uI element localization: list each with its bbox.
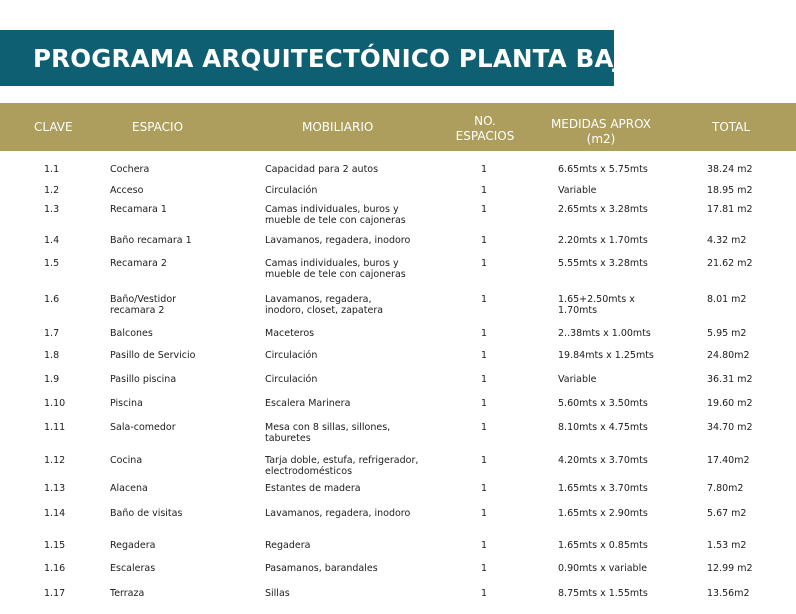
cell-medidas-line: 4.20mts x 3.70mts [558, 455, 648, 466]
cell-mobiliario-line: Maceteros [265, 328, 315, 339]
cell-clave: 1.8 [44, 350, 60, 361]
cell-espacio-line: Regadera [110, 540, 156, 551]
cell-espacio-line: Recamara 1 [110, 204, 167, 215]
cell-espacio-line: Cochera [110, 164, 150, 175]
cell-no-espacios: 1 [481, 350, 488, 361]
cell-medidas [558, 563, 647, 574]
cell-clave: 1.1 [44, 164, 60, 175]
cell-espacio [110, 455, 142, 466]
cell-medidas-line: 1.65mts x 2.90mts [558, 508, 648, 519]
cell-total: 18.95 m2 [707, 185, 753, 196]
cell-total: 17.81 m2 [707, 204, 753, 215]
cell-clave: 1.15 [44, 540, 66, 551]
cell-mobiliario-line: Pasamanos, barandales [265, 563, 378, 574]
cell-no-espacios: 1 [481, 204, 488, 215]
cell-medidas [558, 588, 648, 599]
cell-medidas [558, 258, 648, 269]
cell-espacio [110, 398, 143, 409]
page-title: PROGRAMA ARQUITECTÓNICO PLANTA BAJA [33, 43, 643, 73]
cell-mobiliario [265, 540, 310, 551]
cell-total: 21.62 m2 [707, 258, 753, 269]
cell-no-espacios: 1 [481, 422, 488, 433]
cell-mobiliario-line: Circulación [265, 350, 318, 361]
cell-mobiliario [265, 398, 350, 409]
cell-medidas-line: 5.55mts x 3.28mts [558, 258, 648, 269]
cell-total: 24.80m2 [707, 350, 750, 361]
cell-clave: 1.3 [44, 204, 60, 215]
cell-no-espacios: 1 [481, 483, 488, 494]
cell-clave: 1.17 [44, 588, 66, 599]
cell-total: 17.40m2 [707, 455, 750, 466]
cell-medidas [558, 164, 648, 175]
cell-clave: 1.6 [44, 294, 60, 305]
cell-mobiliario-line: mueble de tele con cajoneras [265, 269, 406, 280]
cell-medidas [558, 374, 596, 385]
cell-medidas-line: Variable [558, 185, 597, 196]
cell-medidas [558, 185, 596, 196]
cell-no-espacios: 1 [481, 588, 488, 599]
header-clave: CLAVE [34, 120, 73, 134]
cell-medidas-line: 1.70mts [558, 305, 598, 316]
cell-clave: 1.7 [44, 328, 60, 339]
cell-mobiliario-line: Camas individuales, buros y [265, 258, 399, 269]
cell-mobiliario-line: taburetes [265, 433, 311, 444]
cell-mobiliario [265, 204, 406, 226]
cell-total: 8.01 m2 [707, 294, 747, 305]
cell-espacio-line: Acceso [110, 185, 144, 196]
cell-total: 5.67 m2 [707, 508, 747, 519]
cell-mobiliario-line: electrodomésticos [265, 466, 353, 477]
cell-medidas-line: 2.20mts x 1.70mts [558, 235, 648, 246]
cell-espacio-line: Escaleras [110, 563, 156, 574]
cell-no-espacios: 1 [481, 164, 488, 175]
header-total: TOTAL [712, 120, 751, 134]
cell-medidas [558, 422, 648, 433]
cell-mobiliario-line: Circulación [265, 185, 318, 196]
cell-espacio-line: Pasillo de Servicio [110, 350, 196, 361]
cell-espacio [110, 588, 144, 599]
cell-total: 5.95 m2 [707, 328, 747, 339]
cell-mobiliario-line: Regadera [265, 540, 311, 551]
cell-clave: 1.4 [44, 235, 60, 246]
cell-mobiliario-line: Capacidad para 2 autos [265, 164, 379, 175]
cell-mobiliario-line: Sillas [265, 588, 290, 599]
cell-no-espacios: 1 [481, 185, 488, 196]
cell-mobiliario-line: Camas individuales, buros y [265, 204, 399, 215]
cell-medidas [558, 204, 648, 215]
cell-espacio [110, 328, 153, 339]
cell-clave: 1.16 [44, 563, 66, 574]
cell-mobiliario [265, 350, 317, 361]
cell-espacio-line: Baño recamara 1 [110, 235, 192, 246]
cell-mobiliario [265, 422, 390, 444]
cell-medidas [558, 483, 648, 494]
cell-total: 7.80m2 [707, 483, 744, 494]
cell-no-espacios: 1 [481, 455, 488, 466]
cell-mobiliario [265, 588, 290, 599]
cell-total: 1.53 m2 [707, 540, 747, 551]
cell-clave: 1.11 [44, 422, 66, 433]
cell-espacio [110, 294, 176, 316]
cell-mobiliario [265, 185, 317, 196]
cell-espacio [110, 422, 176, 433]
cell-espacio-line: Recamara 2 [110, 258, 167, 269]
cell-medidas-line: 1.65mts x 0.85mts [558, 540, 648, 551]
cell-mobiliario [265, 563, 378, 574]
cell-espacio-line: Baño/Vestidor [110, 294, 177, 305]
cell-mobiliario-line: Estantes de madera [265, 483, 361, 494]
cell-no-espacios: 1 [481, 374, 488, 385]
cell-espacio [110, 563, 155, 574]
cell-medidas-line: Variable [558, 374, 597, 385]
cell-medidas-line: 1.65mts x 3.70mts [558, 483, 648, 494]
cell-medidas-line: 19.84mts x 1.25mts [558, 350, 654, 361]
cell-medidas [558, 508, 648, 519]
cell-clave: 1.12 [44, 455, 66, 466]
cell-medidas-line: 8.10mts x 4.75mts [558, 422, 648, 433]
cell-espacio [110, 508, 182, 519]
cell-medidas [558, 235, 648, 246]
cell-espacio [110, 258, 167, 269]
cell-no-espacios: 1 [481, 540, 488, 551]
cell-espacio-line: Balcones [110, 328, 153, 339]
cell-total: 12.99 m2 [707, 563, 753, 574]
cell-espacio [110, 540, 155, 551]
cell-mobiliario [265, 455, 418, 477]
cell-espacio-line: Alacena [110, 483, 148, 494]
cell-espacio-line: Cocina [110, 455, 143, 466]
cell-no-espacios: 1 [481, 235, 488, 246]
cell-clave: 1.10 [44, 398, 66, 409]
cell-medidas [558, 398, 648, 409]
cell-medidas-line: 2..38mts x 1.00mts [558, 328, 651, 339]
cell-total: 34.70 m2 [707, 422, 753, 433]
cell-mobiliario-line: Lavamanos, regadera, [265, 294, 372, 305]
header-espacio: ESPACIO [132, 120, 184, 134]
cell-espacio-line: Piscina [110, 398, 143, 409]
cell-espacio [110, 235, 192, 246]
cell-mobiliario [265, 483, 361, 494]
cell-total: 38.24 m2 [707, 164, 753, 175]
header-medidas: MEDIDAS APROX (m2) [550, 117, 652, 146]
cell-mobiliario [265, 258, 406, 280]
cell-medidas [558, 540, 648, 551]
cell-espacio [110, 164, 149, 175]
cell-total: 19.60 m2 [707, 398, 753, 409]
cell-medidas [558, 294, 635, 316]
cell-espacio-line: Baño de visitas [110, 508, 183, 519]
header-mobiliario: MOBILIARIO [302, 120, 374, 134]
cell-mobiliario [265, 164, 378, 175]
cell-total: 4.32 m2 [707, 235, 747, 246]
cell-clave: 1.9 [44, 374, 60, 385]
cell-espacio [110, 204, 167, 215]
cell-medidas-line: 1.65+2.50mts x [558, 294, 635, 305]
cell-medidas-line: 0.90mts x variable [558, 563, 648, 574]
cell-mobiliario-line: Lavamanos, regadera, inodoro [265, 235, 411, 246]
cell-medidas [558, 455, 648, 466]
cell-medidas-line: 8.75mts x 1.55mts [558, 588, 648, 599]
table-header [0, 103, 796, 151]
cell-espacio [110, 374, 176, 385]
cell-medidas [558, 350, 654, 361]
title-banner [0, 30, 643, 86]
cell-espacio [110, 185, 143, 196]
cell-mobiliario [265, 374, 317, 385]
cell-espacio [110, 483, 148, 494]
cell-no-espacios: 1 [481, 563, 488, 574]
cell-medidas [558, 328, 651, 339]
header-no-espacios: NO. ESPACIOS [455, 114, 515, 143]
cell-medidas-line: 2.65mts x 3.28mts [558, 204, 648, 215]
cell-espacio-line: Terraza [110, 588, 145, 599]
cell-mobiliario [265, 294, 383, 316]
cell-no-espacios: 1 [481, 294, 488, 305]
cell-mobiliario-line: Mesa con 8 sillas, sillones, [265, 422, 391, 433]
cell-no-espacios: 1 [481, 508, 488, 519]
cell-no-espacios: 1 [481, 328, 488, 339]
cell-espacio [110, 350, 195, 361]
cell-mobiliario-line: Tarja doble, estufa, refrigerador, [265, 455, 419, 466]
cell-clave: 1.2 [44, 185, 60, 196]
cell-mobiliario [265, 508, 410, 519]
cell-mobiliario-line: Circulación [265, 374, 318, 385]
cell-mobiliario-line: mueble de tele con cajoneras [265, 215, 406, 226]
cell-espacio-line: recamara 2 [110, 305, 165, 316]
cell-medidas-line: 6.65mts x 5.75mts [558, 164, 648, 175]
cell-espacio-line: Sala-comedor [110, 422, 176, 433]
cell-espacio-line: Pasillo piscina [110, 374, 177, 385]
cell-total: 36.31 m2 [707, 374, 753, 385]
cell-medidas-line: 5.60mts x 3.50mts [558, 398, 648, 409]
cell-mobiliario-line: Lavamanos, regadera, inodoro [265, 508, 411, 519]
cell-no-espacios: 1 [481, 258, 488, 269]
cell-mobiliario-line: Escalera Marinera [265, 398, 351, 409]
cell-total: 13.56m2 [707, 588, 750, 599]
cell-mobiliario [265, 235, 410, 246]
cell-clave: 1.5 [44, 258, 60, 269]
cell-clave: 1.13 [44, 483, 66, 494]
cell-clave: 1.14 [44, 508, 66, 519]
cell-no-espacios: 1 [481, 398, 488, 409]
cell-mobiliario-line: inodoro, closet, zapatera [265, 305, 384, 316]
cell-mobiliario [265, 328, 314, 339]
